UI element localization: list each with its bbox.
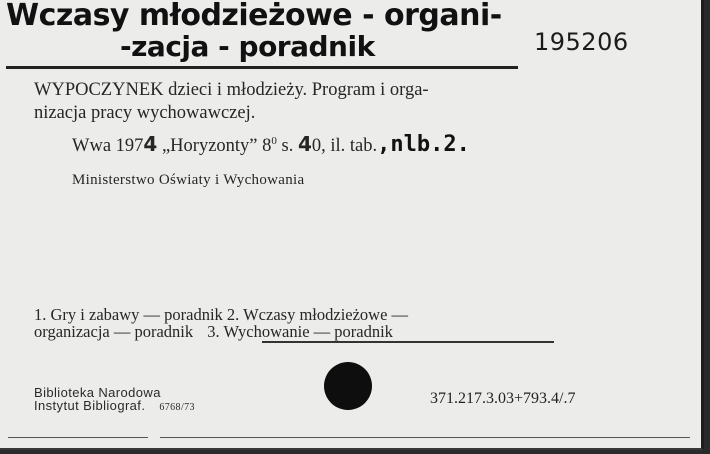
imprint-publisher: „Horyzonty” 8	[161, 136, 272, 156]
imprint-pages-label: s.	[281, 136, 294, 156]
imprint-pages-rest: 0, il. tab.	[311, 136, 378, 156]
subjects-line-2-part-b: 3. Wychowanie — poradnik	[207, 322, 393, 341]
accession-number: 195206	[534, 28, 629, 56]
imprint-line	[72, 132, 470, 157]
library-name-line-1: Biblioteka Narodowa	[34, 385, 161, 400]
subjects-line-2-part-a: organizacja — poradnik	[34, 322, 194, 341]
bottom-rule-right	[160, 437, 690, 438]
card-print-code: 6768/73	[159, 402, 195, 413]
imprint-year-handwritten-digit: 4	[143, 132, 158, 156]
signature-stamp: ,nlb.2.	[377, 132, 470, 157]
subject-underline	[262, 341, 554, 343]
imprint-format-superscript: 0	[271, 134, 277, 147]
imprint-place-year: Wwa 197	[72, 136, 144, 156]
subjects-line-2	[34, 322, 393, 342]
issuing-body: Ministerstwo Oświaty i Wychowania	[72, 172, 305, 188]
description-line-1: WYPOCZYNEK dzieci i młodzieży. Program i orga-	[34, 80, 429, 100]
bottom-rule-left	[8, 437, 148, 438]
library-name-line-2	[34, 399, 195, 414]
handwritten-title-line1: Wczasy młodzieżowe - organi-	[6, 0, 502, 33]
library-institute: Instytut Bibliograf.	[34, 398, 146, 413]
imprint-pages-handwritten: 4	[297, 132, 312, 156]
classification-number: 371.217.3.03+793.4/.7	[430, 390, 576, 407]
description-line-2: nizacja pracy wychowawczej.	[34, 103, 256, 123]
catalog-hole-dot	[324, 362, 372, 410]
subjects-line-1: 1. Gry i zabawy — poradnik 2. Wczasy młodzieżowe —	[34, 305, 409, 324]
title-underline	[6, 66, 518, 69]
handwritten-title-line2: -zacja - poradnik	[120, 30, 375, 63]
